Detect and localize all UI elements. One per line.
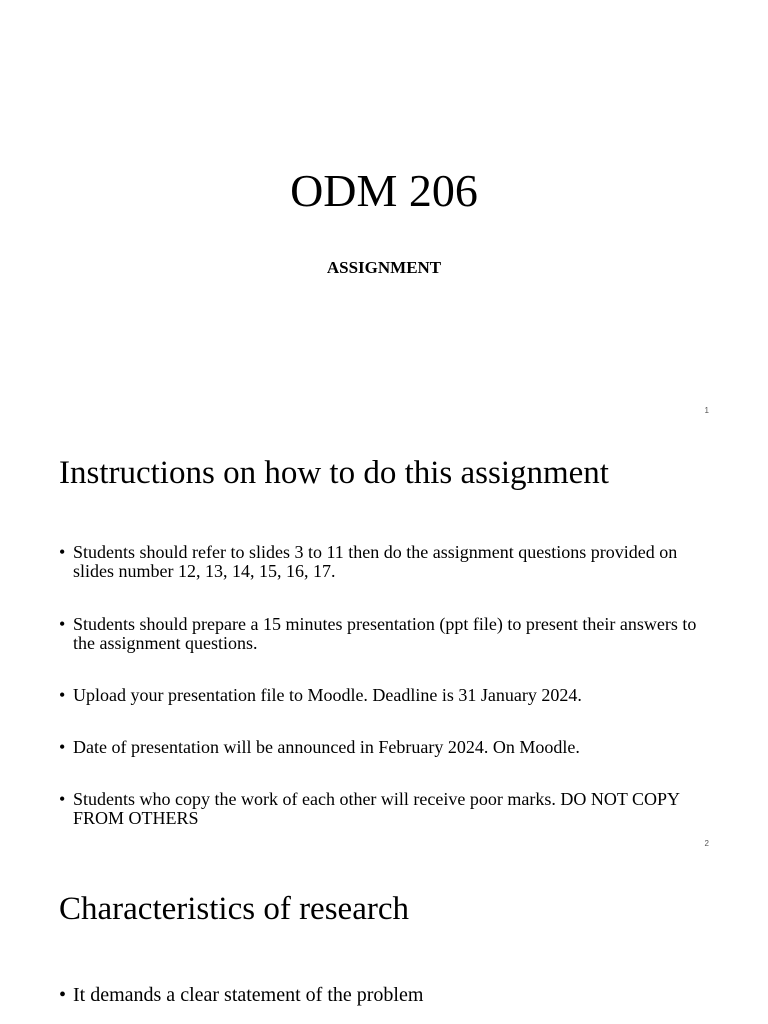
bullet-icon: •	[59, 542, 66, 562]
bullet-text: Students who copy the work of each other will receive poor marks. DO NOT COPY FROM OTHERS	[73, 789, 680, 828]
page-number: 1	[704, 406, 709, 415]
bullet-list	[59, 984, 709, 1006]
bullet-list	[59, 543, 709, 828]
slide-subtitle: ASSIGNMENT	[326, 258, 442, 277]
bullet-icon: •	[59, 614, 66, 634]
bullet-item	[59, 984, 709, 1006]
bullet-text: Students should prepare a 15 minutes presentation (ppt file) to present their answers to the assignment questions.	[73, 614, 697, 653]
slide-3	[0, 862, 768, 1024]
bullet-text: It demands a clear statement of the problem	[73, 984, 424, 1006]
bullet-item	[59, 790, 709, 828]
slide-heading: Characteristics of research	[59, 891, 409, 927]
bullet-item	[59, 543, 709, 581]
slide-heading: Instructions on how to do this assignment	[59, 455, 609, 491]
bullet-text: Upload your presentation file to Moodle. Deadline is 31 January 2024.	[73, 685, 582, 705]
slide-1	[0, 0, 768, 430]
bullet-icon: •	[59, 737, 66, 757]
slide-2	[0, 430, 768, 862]
bullet-icon: •	[59, 685, 66, 705]
bullet-text: Date of presentation will be announced in February 2024. On Moodle.	[73, 737, 580, 757]
bullet-icon: •	[59, 789, 66, 809]
bullet-text: Students should refer to slides 3 to 11 then do the assignment questions provided on slides number 12, 13, 14, 15, 16, 17.	[73, 542, 678, 581]
bullet-item	[59, 686, 709, 705]
page-number: 2	[704, 839, 709, 848]
bullet-item	[59, 615, 709, 653]
bullet-item	[59, 738, 709, 757]
bullet-icon: •	[59, 984, 67, 1006]
slide-title: ODM 206	[290, 165, 478, 216]
